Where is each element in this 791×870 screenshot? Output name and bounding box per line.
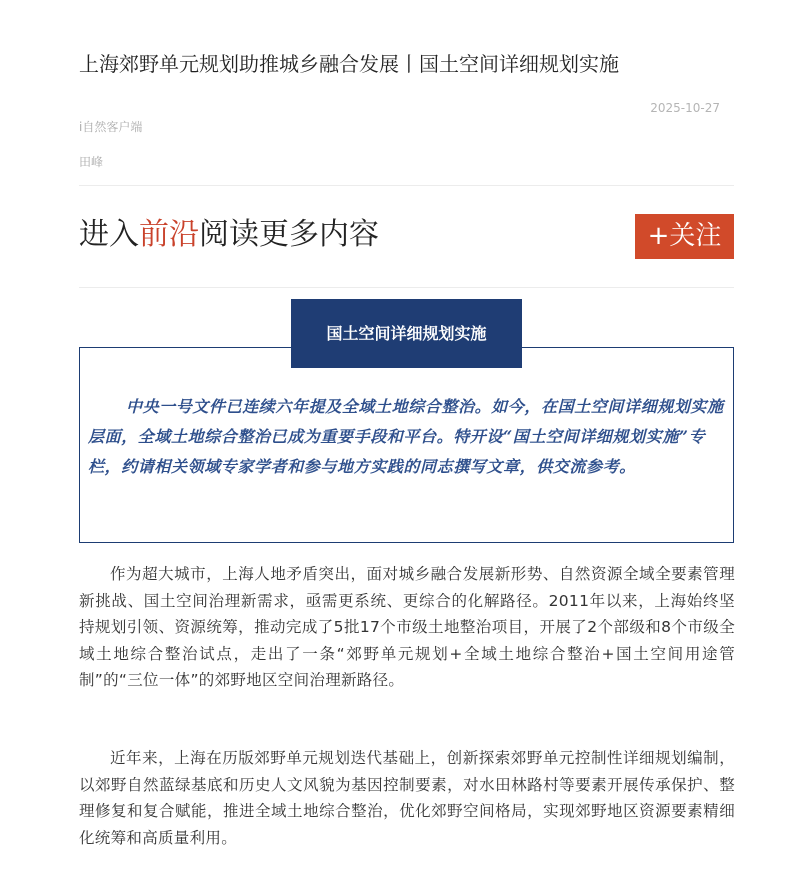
promo-prefix: 进入 [79, 217, 139, 252]
promo-banner [79, 215, 379, 255]
header-divider [79, 185, 734, 186]
promo-suffix: 阅读更多内容 [199, 217, 379, 252]
body-paragraph: 作为超大城市，上海人地矛盾突出，面对城乡融合发展新形势、自然资源全域全要素管理新挑战、国土空间治理新需求，亟需更系统、更综合的化解路径。2011年以来，上海始终坚持规划引领、资源统筹，推动完成了5批17个市级土地整治项目，开展了2个部级和8个市级全域土地综合整治试点，走出了一条“郊野单元规划+全域土地综合整治+国土空间用途管制”的“三位一体”的郊野地区空间治理新路径。 [79, 565, 735, 689]
column-tag: 国土空间详细规划实施 [291, 299, 522, 368]
promo-divider [79, 287, 734, 288]
article-source[interactable]: i自然客户端 [79, 120, 143, 134]
body-paragraph: 近年来，上海在历版郊野单元规划迭代基础上，创新探索郊野单元控制性详细规划编制，以郊野自然蓝绿基底和历史人文风貌为基因控制要素，对水田林路村等要素开展传承保护、整理修复和复合赋能，推进全域土地综合整治，优化郊野空间格局，实现郊野地区资源要素精细化统筹和高质量利用。 [79, 749, 735, 847]
publish-date: 2025-10-27 [650, 101, 720, 115]
promo-highlight: 前沿 [139, 217, 199, 252]
follow-button[interactable]: +关注 [635, 214, 734, 259]
article-title: 上海郊野单元规划助推城乡融合发展丨国土空间详细规划实施 [79, 52, 619, 76]
column-intro-text: 中央一号文件已连续六年提及全域土地综合整治。如今，在国土空间详细规划实施层面，全域土地综合整治已成为重要手段和平台。特开设“国土空间详细规划实施”专栏，约请相关领域专家学者和参与地方实践的同志撰写文章，供交流参考。 [88, 397, 724, 476]
article-author: 田峰 [79, 155, 104, 169]
